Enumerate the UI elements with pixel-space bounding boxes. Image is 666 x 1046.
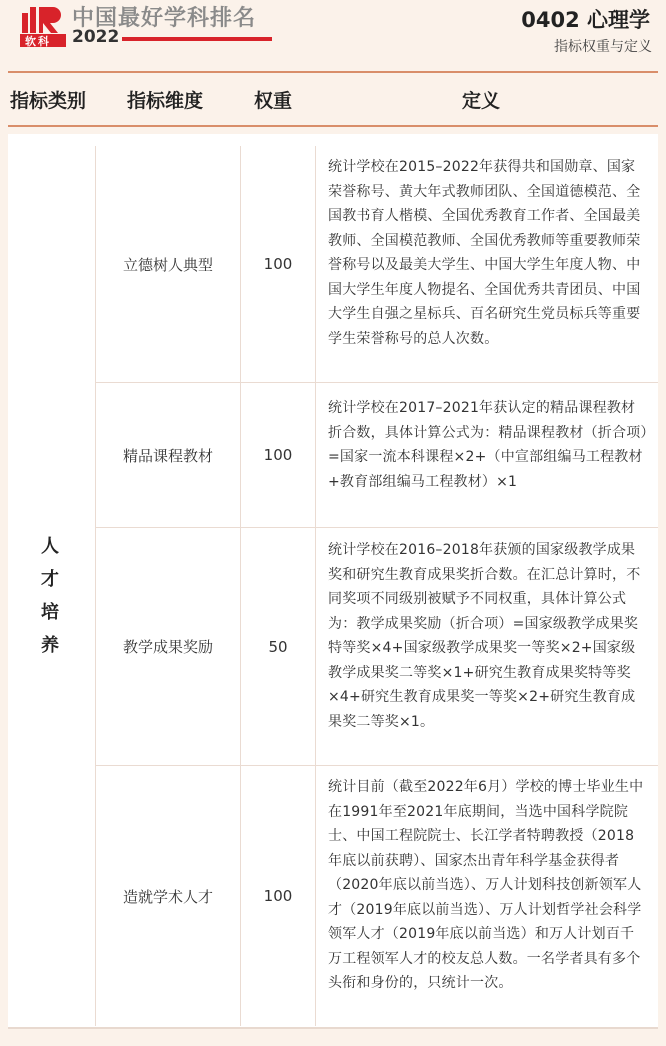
table-row-weight: 100 [263, 887, 293, 905]
subject-title: 0402 心理学 [521, 8, 650, 32]
header-bottom-rule [8, 125, 658, 127]
table-row-dimension: 造就学术人才 [122, 887, 213, 906]
table-row-weight: 50 [268, 637, 288, 656]
table-row-weight: 100 [263, 255, 293, 273]
table-row-dimension: 精品课程教材 [122, 446, 213, 465]
table-bottom-rule [8, 1027, 658, 1029]
table-row-dimension: 教学成果奖励 [122, 638, 213, 656]
column-header-weight: 权重 [254, 90, 293, 112]
table-row-definition: 统计学校在2016–2018年获颁的国家级教学成果奖和研究生教育成果奖折合数。在汇总计算时，不同奖项不同级别被赋予不同权重，具体计算公式为：教学成果奖励（折合项）=国家级教学成果奖特等奖×4+国家级教学成果奖一等奖×2+国家级教学成果奖二等奖×1+研究生教育成果奖特等奖×4+研究生教育成果奖一等奖×2+研究生教育成果奖二等奖×1。 [328, 542, 641, 730]
header-top-rule [8, 71, 658, 73]
column-header-category: 指标类别 [10, 90, 87, 112]
page-subtitle: 指标权重与定义 [554, 39, 652, 55]
table-row-dimension: 立德树人典型 [122, 255, 213, 274]
table-row-definition: 统计学校在2015–2022年获得共和国勋章、国家荣誉称号、黄大年式教师团队、全国道德模范、全国教书育人楷模、全国优秀教育工作者、全国最美教师、全国模范教师、全国优秀教师等重要教师荣誉称号以及最美大学生、中国大学生年度人物、中国大学生年度人物提名、全国优秀共青团员、中国大学生自强之星标兵、百名研究生党员标兵等重要学生荣誉称号的总人次数。 [328, 159, 641, 347]
page-header [0, 0, 666, 70]
category-char: 培 [41, 602, 59, 623]
column-divider [315, 146, 316, 1026]
table-row-definition: 统计学校在2017–2021年获认定的精品课程教材折合数，具体计算公式为：精品课程教材（折合项）=国家一流本科课程×2+（中宣部组编马工程教材+教育部组编马工程教材）×1 [328, 400, 648, 490]
category-char: 才 [41, 569, 59, 590]
logo-brand-text: 软科 [25, 35, 51, 48]
column-header-definition: 定义 [462, 90, 501, 112]
table-row-weight: 100 [263, 446, 293, 464]
category-char: 养 [41, 635, 59, 656]
table-row-definition: 统计目前（截至2022年6月）学校的博士毕业生中在1991年至2021年底期间，当选中国科学院院士、中国工程院院士、长江学者特聘教授（2018年底以前获聘）、国家杰出青年科学基金获得者（2020年底以前当选）、万人计划科技创新领军人才（2019年底以前当选）、万人计划哲学社会科学领军人才（2019年底以前当选）和万人计划百千万工程领军人才的校友总人数。一名学者具有多个头衔和身份的，只统计一次。 [328, 779, 644, 991]
ranking-year: 2022 [72, 27, 120, 47]
category-label [36, 530, 64, 662]
ranking-title: 中国最好学科排名 [72, 6, 257, 31]
column-header-dimension: 指标维度 [127, 90, 204, 112]
category-char: 人 [41, 536, 59, 557]
logo-underline [122, 37, 272, 41]
